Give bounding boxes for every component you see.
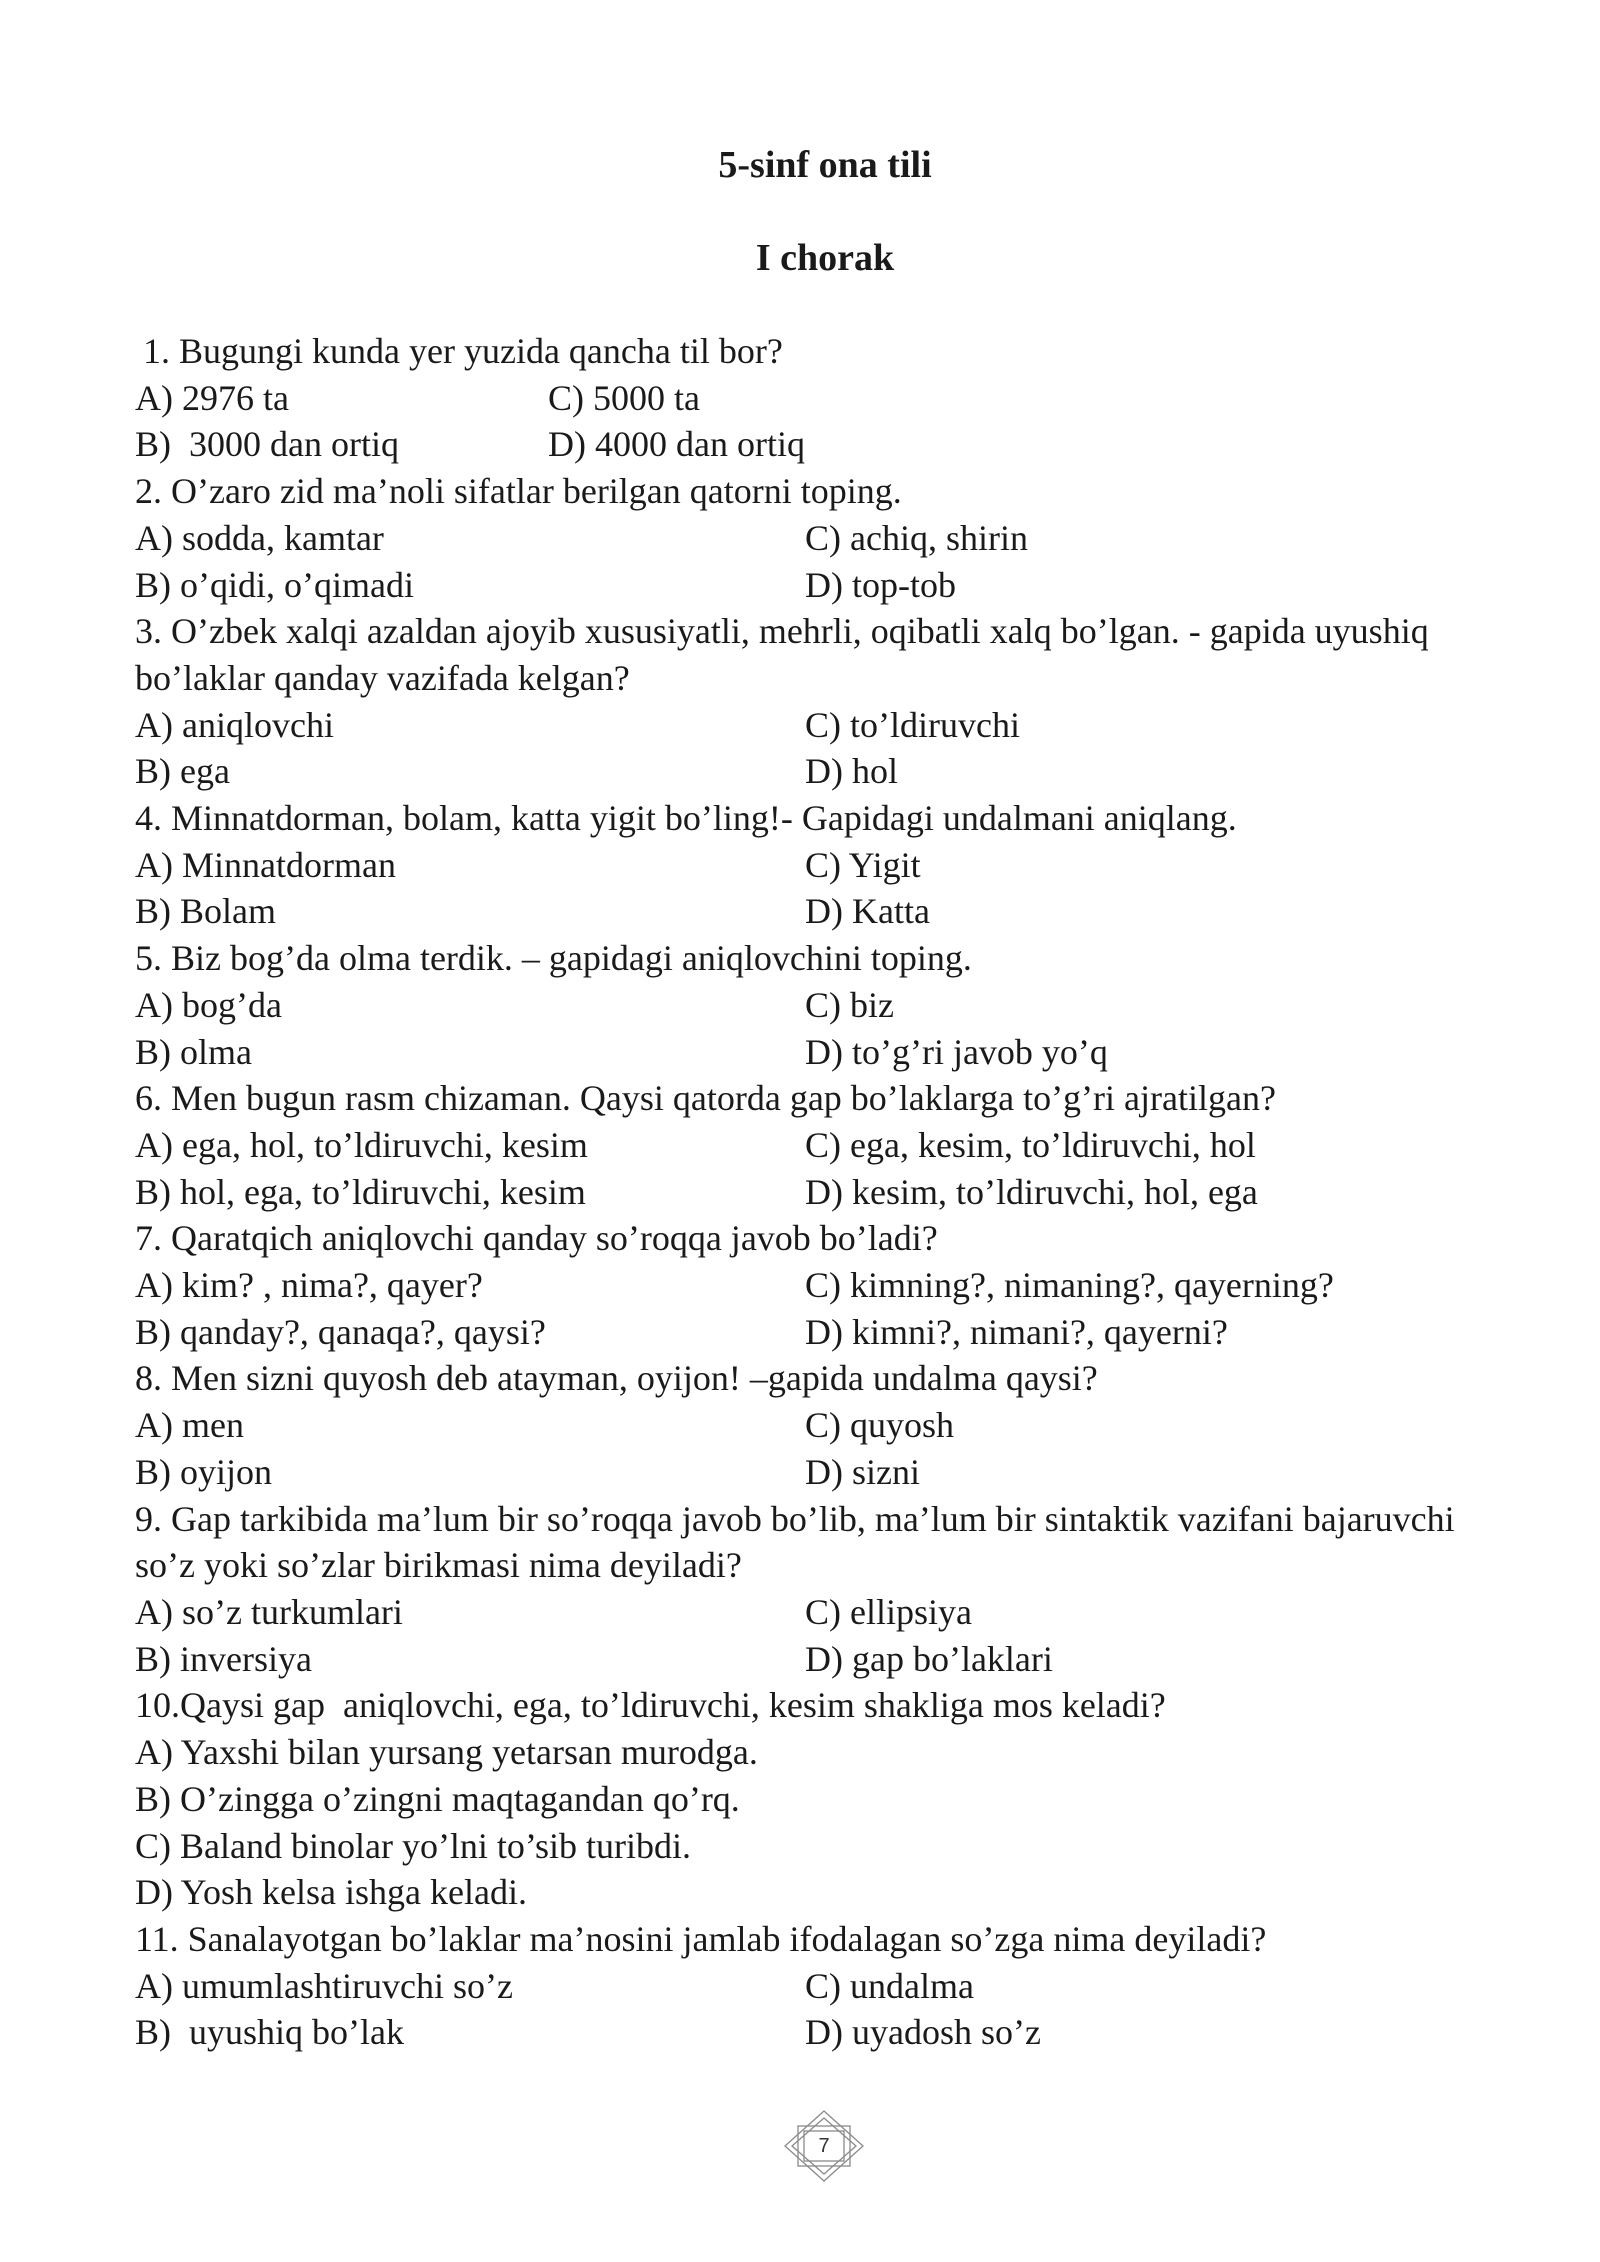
answer-option: B) ega bbox=[135, 751, 230, 792]
answer-option: D) kimni?, nimani?, qayerni? bbox=[805, 1311, 1228, 1352]
question-text: 3. O’zbek xalqi azaldan ajoyib xususiyatli, mehrli, oqibatli xalq bo’lgan. - gapida uyushiq bo’laklar qanday vazifada kelgan? bbox=[135, 611, 1438, 698]
answer-row bbox=[135, 1636, 1485, 1683]
answer-option: C) ellipsiya bbox=[805, 1591, 972, 1632]
question-text: 11. Sanalayotgan bo’laklar ma’nosini jamlab ifodalagan so’zga nima deyiladi? bbox=[135, 1918, 1267, 1959]
answer-option: A) aniqlovchi bbox=[135, 704, 334, 745]
answer-row bbox=[135, 748, 1485, 795]
answer-option: B) inversiya bbox=[135, 1638, 312, 1679]
answer-row bbox=[135, 1169, 1485, 1216]
question-text: 8. Men sizni quyosh deb atayman, oyijon! –gapida undalma qaysi? bbox=[135, 1358, 1098, 1399]
answer-row bbox=[135, 1402, 1485, 1449]
page-number: 7 bbox=[818, 2134, 830, 2157]
answer-option: B) olma bbox=[135, 1031, 252, 1072]
answer-option: C) quyosh bbox=[805, 1405, 955, 1446]
answer-row bbox=[135, 842, 1485, 889]
question-text: 2. O’zaro zid ma’noli sifatlar berilgan qatorni toping. bbox=[135, 471, 902, 512]
answer-option: A) Minnatdorman bbox=[135, 844, 396, 885]
answer-option: D) kesim, to’ldiruvchi, hol, ega bbox=[805, 1171, 1258, 1212]
answer-option: D) top-tob bbox=[805, 564, 956, 605]
answer-row bbox=[135, 375, 1485, 422]
answer-option: D) uyadosh so’z bbox=[805, 2012, 1041, 2053]
answer-option: B) Bolam bbox=[135, 891, 276, 932]
answer-option: C) Yigit bbox=[805, 844, 921, 885]
question-text: 4. Minnatdorman, bolam, katta yigit bo’ling!- Gapidagi undalmani aniqlang. bbox=[135, 798, 1237, 839]
answer-option: B) hol, ega, to’ldiruvchi, kesim bbox=[135, 1171, 586, 1212]
answer-row bbox=[135, 515, 1485, 562]
answer-row bbox=[135, 2009, 1485, 2056]
answer-row bbox=[135, 1029, 1485, 1076]
page-title: 5-sinf ona tili bbox=[718, 144, 932, 186]
answer-option: D) Katta bbox=[805, 891, 930, 932]
answer-option: B) uyushiq bo’lak bbox=[135, 2012, 404, 2053]
answer-row bbox=[135, 421, 1485, 468]
question-list bbox=[135, 328, 1485, 2056]
answer-option: C) to’ldiruvchi bbox=[805, 704, 1020, 745]
answer-row bbox=[135, 1589, 1485, 1636]
answer-option: D) sizni bbox=[805, 1451, 920, 1492]
answer-option: A) kim? , nima?, qayer? bbox=[135, 1265, 483, 1306]
answer-option: A) umumlashtiruvchi so’z bbox=[135, 1965, 513, 2006]
answer-row bbox=[135, 1122, 1485, 1169]
answer-option: C) achiq, shirin bbox=[805, 517, 1028, 558]
answer-row bbox=[135, 1963, 1485, 2010]
answer-row bbox=[135, 1262, 1485, 1309]
answer-option: A) men bbox=[135, 1405, 244, 1446]
answer-row bbox=[135, 702, 1485, 749]
answer-option: B) o’qidi, o’qimadi bbox=[135, 564, 414, 605]
answer-option: C) 5000 ta bbox=[548, 377, 700, 418]
answer-row bbox=[135, 1449, 1485, 1496]
answer-option: A) 2976 ta bbox=[135, 377, 289, 418]
answer-option: A) ega, hol, to’ldiruvchi, kesim bbox=[135, 1124, 588, 1165]
answer-option: C) undalma bbox=[805, 1965, 974, 2006]
answer-option: B) qanday?, qanaqa?, qaysi? bbox=[135, 1311, 546, 1352]
answer-option: D) hol bbox=[805, 751, 898, 792]
answer-option: D) gap bo’laklari bbox=[805, 1638, 1053, 1679]
answer-option: B) 3000 dan ortiq bbox=[135, 424, 399, 465]
question-text: 1. Bugungi kunda yer yuzida qancha til bor? bbox=[143, 331, 783, 371]
answer-option: D) 4000 dan ortiq bbox=[548, 424, 805, 465]
answer-option: C) biz bbox=[805, 984, 894, 1025]
answer-row bbox=[135, 1309, 1485, 1356]
question-text: 5. Biz bog’da olma terdik. – gapidagi aniqlovchini toping. bbox=[135, 938, 972, 979]
answer-option: B) oyijon bbox=[135, 1451, 273, 1492]
question-text: 7. Qaratqich aniqlovchi qanday so’roqqa javob bo’ladi? bbox=[135, 1218, 938, 1259]
question-text: 9. Gap tarkibida ma’lum bir so’roqqa javob bo’lib, ma’lum bir sintaktik vazifani bajaruvchi so’z yoki so’zlar birikmasi nima deyiladi? bbox=[135, 1498, 1464, 1586]
answer-option: D) to’g’ri javob yo’q bbox=[805, 1031, 1108, 1072]
answer-option: D) Yosh kelsa ishga keladi. bbox=[135, 1872, 527, 1913]
answer-option: A) so’z turkumlari bbox=[135, 1591, 403, 1632]
answer-option: C) ega, kesim, to’ldiruvchi, hol bbox=[805, 1124, 1256, 1165]
answer-row bbox=[135, 982, 1485, 1029]
answer-option: C) Baland binolar yo’lni to’sib turibdi. bbox=[135, 1825, 691, 1866]
answer-row bbox=[135, 562, 1485, 609]
answer-row bbox=[135, 888, 1485, 935]
question-text: 6. Men bugun rasm chizaman. Qaysi qatorda gap bo’laklarga to’g’ri ajratilgan? bbox=[135, 1078, 1276, 1119]
answer-option: B) O’zingga o’zingni maqtagandan qo’rq. bbox=[135, 1778, 740, 1819]
answer-option: C) kimning?, nimaning?, qayerning? bbox=[805, 1265, 1334, 1306]
answer-option: A) bog’da bbox=[135, 984, 282, 1025]
answer-option: A) Yaxshi bilan yursang yetarsan murodga. bbox=[135, 1732, 758, 1773]
page-subtitle: I chorak bbox=[755, 237, 895, 279]
page-number-badge bbox=[782, 2108, 866, 2184]
question-text: 10.Qaysi gap aniqlovchi, ega, to’ldiruvchi, kesim shakliga mos keladi? bbox=[135, 1685, 1166, 1726]
answer-option: A) sodda, kamtar bbox=[135, 517, 384, 558]
